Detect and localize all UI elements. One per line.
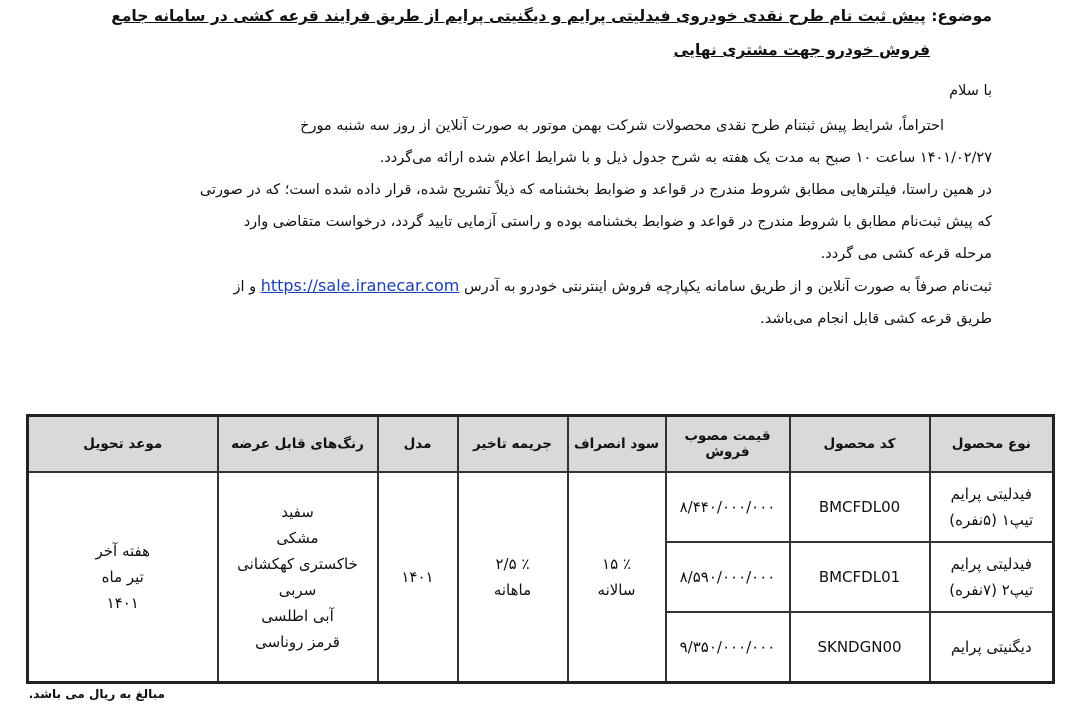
cell-product-code: BMCFDL01 — [790, 542, 930, 612]
products-table — [26, 414, 1055, 684]
delivery-line: ۱۴۰۱ — [106, 594, 139, 612]
delivery-line: تیر ماه — [101, 568, 144, 586]
color-item: قرمز روناسی — [255, 633, 340, 651]
header-product-type: نوع محصول — [930, 416, 1054, 473]
paragraph-3-line-1 — [62, 270, 992, 303]
cell-delay-penalty — [458, 472, 568, 683]
cell-price: ۹/۳۵۰/۰۰۰/۰۰۰ — [666, 612, 790, 682]
color-item: آبی اطلسی — [261, 607, 334, 625]
product-name: دیگنیتی پرایم — [950, 638, 1032, 657]
paragraph-3-text-before: ثبت‌نام صرفاً به صورت آنلاین و از طریق سامانه یکپارچه فروش اینترنتی خودرو به آدرس — [463, 279, 992, 295]
currency-note: مبالغ به ریال می باشد. — [28, 687, 165, 701]
cell-colors — [218, 472, 378, 683]
table-header-row — [28, 416, 1054, 473]
color-item: سفید — [281, 503, 314, 521]
paragraph-3-line-2: طریق قرعه کشی قابل انجام می‌باشد. — [760, 311, 992, 327]
cell-cancel-profit — [568, 472, 666, 683]
paragraph-2 — [62, 174, 992, 270]
paragraph-1-line-1: احتراماً، شرایط پیش ثبتنام طرح نقدی محصولات شرکت بهمن موتور به صورت آنلاین از روز سه شنبه مورخ — [300, 118, 944, 134]
subject — [62, 4, 992, 70]
cell-product-type — [930, 542, 1054, 612]
product-variant: تیپ۱ (۵نفره) — [949, 511, 1034, 530]
delivery-line: هفته آخر — [95, 542, 151, 560]
cell-product-type — [930, 472, 1054, 542]
delay-penalty-period: ماهانه — [493, 581, 532, 599]
header-delay-penalty: جریمه تاخیر — [458, 416, 568, 473]
product-name: فیدلیتی پرایم — [950, 485, 1032, 504]
delay-penalty-value: ٪ ۲/۵ — [495, 555, 530, 573]
product-variant: تیپ۲ (۷نفره) — [949, 581, 1034, 600]
header-delivery: موعد تحویل — [28, 416, 218, 473]
paragraph-3-text-after: و از — [233, 279, 257, 295]
paragraph-2-line-2: که پیش ثبت‌نام مطابق با شروط مندرج در قواعد و ضوابط بخشنامه بوده و راستی آزمایی تایید گردد، درخواست متقاضی وارد — [243, 214, 992, 230]
subject-label: موضوع: — [931, 7, 992, 25]
cell-product-code: SKNDGN00 — [790, 612, 930, 682]
header-price: قیمت مصوب فروش — [666, 416, 790, 473]
paragraph-2-line-3: مرحله قرعه کشی می گردد. — [820, 246, 992, 262]
subject-title-2: فروش خودرو جهت مشتری نهایی — [673, 41, 930, 59]
cell-price: ۸/۴۴۰/۰۰۰/۰۰۰ — [666, 472, 790, 542]
subject-line-2 — [62, 38, 992, 70]
paragraph-1 — [62, 110, 992, 174]
color-item: سربی — [278, 581, 317, 599]
color-item: مشکی — [276, 529, 319, 547]
header-model: مدل — [378, 416, 458, 473]
subject-title-1: پیش ثبت نام طرح نقدی خودروی فیدلیتی پرایم و دیگنیتی پرایم از طریق فرایند قرعه کشی در سامانه جامع — [111, 7, 926, 25]
header-cancel-profit: سود انصراف — [568, 416, 666, 473]
cancel-profit-period: سالانه — [597, 581, 636, 599]
subject-line-1 — [62, 4, 992, 38]
cell-product-type — [930, 612, 1054, 682]
header-colors: رنگ‌های قابل عرضه — [218, 416, 378, 473]
sale-website-link[interactable]: https://sale.iranecar.com — [260, 276, 460, 295]
paragraph-2-line-1: در همین راستا، فیلترهایی مطابق شروط مندرج در قواعد و ضوابط بخشنامه که ذیلاً تشریح شده، قرار داده شده است؛ که در صورتی — [199, 182, 992, 198]
cell-product-code: BMCFDL00 — [790, 472, 930, 542]
letter-body — [62, 4, 992, 335]
header-product-code: کد محصول — [790, 416, 930, 473]
paragraph-3 — [62, 270, 992, 335]
cell-model: ۱۴۰۱ — [378, 472, 458, 683]
color-item: خاکستری کهکشانی — [237, 555, 358, 573]
cancel-profit-value: ٪ ۱۵ — [602, 555, 631, 573]
cell-delivery — [28, 472, 218, 683]
cell-price: ۸/۵۹۰/۰۰۰/۰۰۰ — [666, 542, 790, 612]
product-name: فیدلیتی پرایم — [950, 555, 1032, 574]
salutation: با سلام — [949, 83, 992, 99]
table-row — [28, 472, 1054, 542]
paragraph-1-line-2: ۱۴۰۱/۰۲/۲۷ ساعت ۱۰ صبح به مدت یک هفته به شرح جدول ذیل و با شرایط اعلام شده ارائه می‌گردد. — [379, 150, 992, 166]
